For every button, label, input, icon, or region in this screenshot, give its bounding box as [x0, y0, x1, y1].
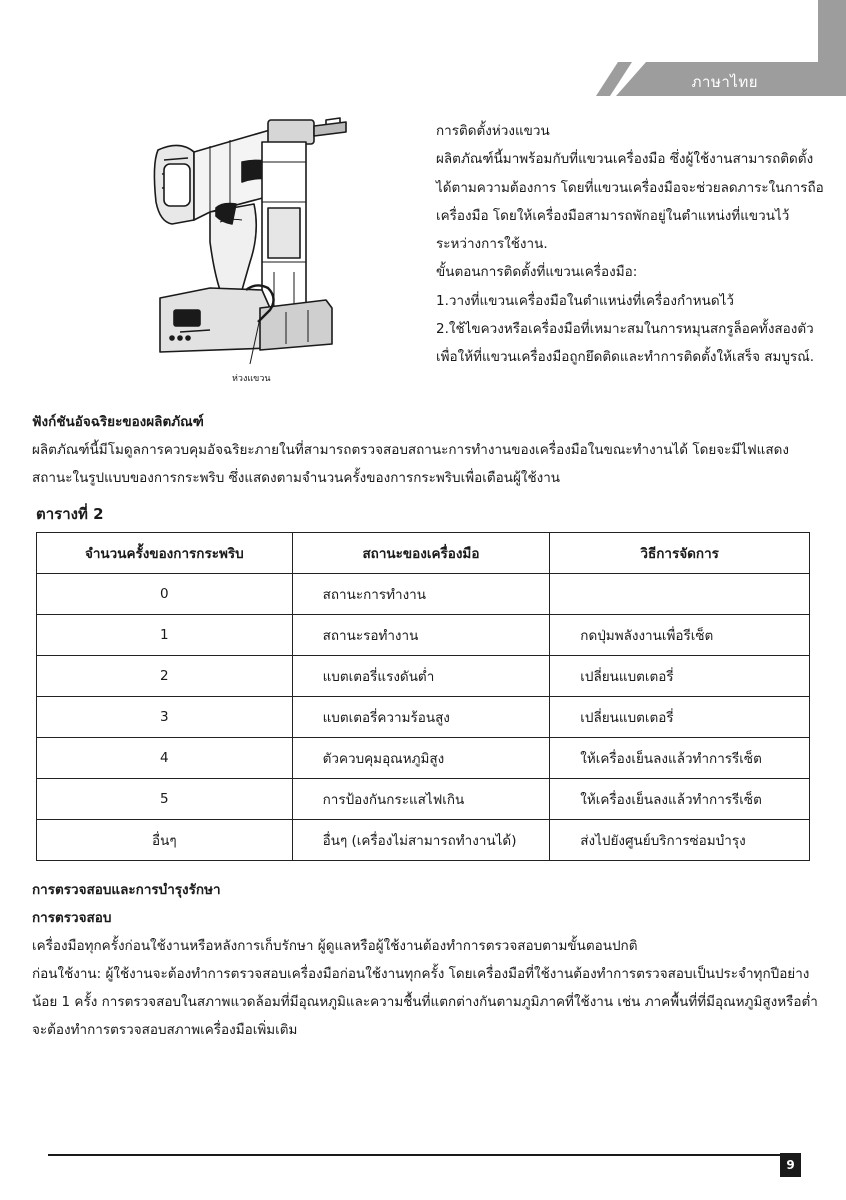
- table-cell: 3: [37, 697, 293, 738]
- table-cell: 4: [37, 738, 293, 779]
- status-table: [36, 532, 810, 861]
- paragraph: เครื่องมือทุกครั้งก่อนใช้งานหรือหลังการเก็บรักษา ผู้ดูแลหรือผู้ใช้งานต้องทำการตรวจสอบตามขั้นตอนปกติ: [32, 938, 638, 954]
- corner-accent-block: [818, 0, 846, 62]
- column-header: วิธีการจัดการ: [550, 533, 810, 574]
- paragraph: ก่อนใช้งาน: ผู้ใช้งานจะต้องทำการตรวจสอบเครื่องมือก่อนใช้งานทุกครั้ง โดยเครื่องมือที่ใช้งานต้องทำการตรวจสอบเป็นประจำทุกปีอย่างน้อย 1 ครั้ง การตรวจสอบในสภาพแวดล้อมที่มีอุณหภูมิและความชื้นที่แตกต่างกันตามภูมิภาคที่ใช้งาน เช่น ภาคพื้นที่ที่มีอุณหภูมิสูงหรือต่ำจะต้องทำการตรวจสอบสภาพเครื่องมือเพิ่มเติม: [32, 966, 818, 1038]
- table-cell: เปลี่ยนแบตเตอรี่: [550, 656, 810, 697]
- table-cell: ส่งไปยังศูนย์บริการซ่อมบำรุง: [550, 820, 810, 861]
- footer-divider: [48, 1154, 800, 1156]
- table-cell: สถานะรอทำงาน: [292, 615, 550, 656]
- paragraph: ผลิตภัณฑ์นี้มีโมดูลการควบคุมอัจฉริยะภายในที่สามารถตรวจสอบสถานะการทำงานของเครื่องมือในขณะทำงานได้ โดยจะมีไฟแสดงสถานะในรูปแบบของการกระพริบ ซึ่งแสดงตามจำนวนครั้งของการกระพริบเพื่อเตือนผู้ใช้งาน: [32, 442, 789, 486]
- figure-caption: ห่วงแขวน: [232, 374, 271, 384]
- table-cell: กดปุ่มพลังงานเพื่อรีเซ็ต: [550, 615, 810, 656]
- nailer-with-hanger-illustration: [150, 112, 360, 370]
- table-cell: ให้เครื่องเย็นลงแล้วทำการรีเซ็ต: [550, 738, 810, 779]
- step-item: 1.วางที่แขวนเครื่องมือในตำแหน่งที่เครื่องกำหนดไว้: [436, 292, 734, 309]
- smart-function-section: [32, 408, 822, 492]
- table-cell: อื่นๆ (เครื่องไม่สามารถทำงานได้): [292, 820, 550, 861]
- language-label: ภาษาไทย: [691, 73, 758, 91]
- table-row: [37, 820, 810, 861]
- table-cell: เปลี่ยนแบตเตอรี่: [550, 697, 810, 738]
- table-title: ตารางที่ 2: [36, 505, 104, 523]
- paragraph: ผลิตภัณฑ์นี้มาพร้อมกับที่แขวนเครื่องมือ ซึ่งผู้ใช้งานสามารถติดตั้งได้ตามความต้องการ โดยที่แขวนเครื่องมือจะช่วยลดภาระในการถือเครื่องมือ โดยให้เครื่องมือสามารถพักอยู่ในตำแหน่งที่แขวนไว้ระหว่างการใช้งาน.: [436, 151, 824, 253]
- table-row: [37, 697, 810, 738]
- table-cell: ให้เครื่องเย็นลงแล้วทำการรีเซ็ต: [550, 779, 810, 820]
- maintenance-section: [32, 876, 822, 1044]
- table-cell: แบตเตอรี่ความร้อนสูง: [292, 697, 550, 738]
- table-cell: 5: [37, 779, 293, 820]
- table-cell: อื่นๆ: [37, 820, 293, 861]
- section-heading: การตรวจสอบและการบำรุงรักษา: [32, 882, 221, 898]
- table-row: [37, 615, 810, 656]
- hanger-installation-section: [436, 117, 828, 372]
- column-header: สถานะของเครื่องมือ: [292, 533, 550, 574]
- table-cell: แบตเตอรี่แรงดันต่ำ: [292, 656, 550, 697]
- table-cell: ตัวควบคุมอุณหภูมิสูง: [292, 738, 550, 779]
- table-row: [37, 779, 810, 820]
- table-row: [37, 738, 810, 779]
- section-title: การติดตั้งห่วงแขวน: [436, 123, 550, 139]
- table-cell: การป้องกันกระแสไฟเกิน: [292, 779, 550, 820]
- page-number: 9: [780, 1153, 801, 1177]
- table-cell: 1: [37, 615, 293, 656]
- table-cell: สถานะการทำงาน: [292, 574, 550, 615]
- table-row: [37, 574, 810, 615]
- table-cell: 0: [37, 574, 293, 615]
- table-cell: 2: [37, 656, 293, 697]
- table-row: [37, 656, 810, 697]
- section-heading: ฟังก์ชันอัจฉริยะของผลิตภัณฑ์: [32, 414, 204, 430]
- steps-title: ขั้นตอนการติดตั้งที่แขวนเครื่องมือ:: [436, 264, 638, 281]
- section-subheading: การตรวจสอบ: [32, 910, 112, 926]
- language-tab: [596, 62, 846, 96]
- table-header-row: [37, 533, 810, 574]
- table-cell: [550, 574, 810, 615]
- column-header: จำนวนครั้งของการกระพริบ: [37, 533, 293, 574]
- step-item: 2.ใช้ไขควงหรือเครื่องมือที่เหมาะสมในการหมุนสกรูล็อคทั้งสองตัว เพื่อให้ที่แขวนเครื่องมือถูกยึดติดและทำการติดตั้งให้เสร็จ สมบูรณ์.: [436, 321, 815, 366]
